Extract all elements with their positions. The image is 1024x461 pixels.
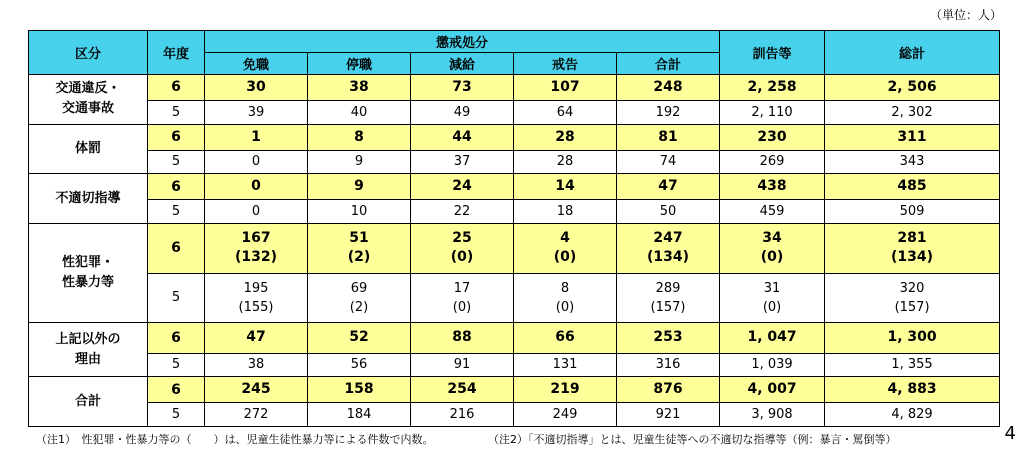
value-cell bbox=[308, 323, 411, 353]
table-row bbox=[29, 200, 1000, 224]
value-line: 2, 506 bbox=[887, 78, 937, 95]
value-line: (2) bbox=[349, 299, 369, 315]
value-cell bbox=[205, 75, 308, 101]
value-cell bbox=[308, 200, 411, 224]
value-line: 74 bbox=[659, 154, 677, 170]
year-cell: 6 bbox=[148, 174, 205, 200]
value-cell bbox=[411, 150, 514, 174]
value-line: 52 bbox=[349, 329, 369, 346]
value-line: 1 bbox=[251, 128, 261, 145]
value-line: 91 bbox=[453, 357, 471, 373]
year-cell: 6 bbox=[148, 377, 205, 403]
value-line: 14 bbox=[555, 178, 575, 195]
value-cell bbox=[308, 353, 411, 377]
value-cell bbox=[720, 377, 825, 403]
value-line: 272 bbox=[243, 407, 269, 423]
value-cell bbox=[411, 174, 514, 200]
value-cell bbox=[308, 174, 411, 200]
value-cell bbox=[617, 150, 720, 174]
value-cell bbox=[617, 124, 720, 150]
value-cell bbox=[514, 100, 617, 124]
value-line: 25 bbox=[452, 230, 472, 247]
value-line: 248 bbox=[653, 78, 683, 95]
value-line: 40 bbox=[350, 104, 368, 120]
value-cell bbox=[205, 377, 308, 403]
table-row bbox=[29, 353, 1000, 377]
value-line: 167 bbox=[241, 230, 271, 247]
category-label-line: 性犯罪・ bbox=[61, 255, 114, 271]
value-cell bbox=[205, 124, 308, 150]
value-cell bbox=[720, 124, 825, 150]
value-line: 192 bbox=[655, 104, 681, 120]
value-line: 459 bbox=[759, 204, 785, 220]
year-cell: 5 bbox=[148, 100, 205, 124]
header-kubun: 区分 bbox=[29, 31, 148, 75]
value-line: 44 bbox=[452, 128, 472, 145]
value-cell bbox=[514, 75, 617, 101]
year-cell: 6 bbox=[148, 124, 205, 150]
category-label bbox=[29, 75, 148, 125]
value-line: 311 bbox=[897, 128, 927, 145]
value-line: 50 bbox=[659, 204, 677, 220]
value-cell bbox=[514, 150, 617, 174]
value-line: 28 bbox=[556, 154, 574, 170]
value-cell bbox=[514, 223, 617, 273]
value-cell bbox=[720, 75, 825, 101]
category-label bbox=[29, 174, 148, 224]
value-cell bbox=[205, 353, 308, 377]
value-cell bbox=[720, 174, 825, 200]
value-line: (134) bbox=[891, 249, 934, 266]
header-kaikoku: 戒告 bbox=[514, 53, 617, 75]
value-line: 184 bbox=[346, 407, 372, 423]
value-line: 245 bbox=[241, 381, 271, 398]
value-line: (0) bbox=[762, 299, 782, 315]
value-cell bbox=[617, 403, 720, 427]
value-cell bbox=[205, 100, 308, 124]
year-cell: 6 bbox=[148, 223, 205, 273]
value-line: 38 bbox=[247, 357, 265, 373]
value-line: 485 bbox=[897, 178, 927, 195]
value-cell bbox=[411, 273, 514, 323]
value-cell bbox=[205, 223, 308, 273]
value-line: 47 bbox=[246, 329, 266, 346]
category-label-line: 不適切指導 bbox=[55, 190, 121, 206]
category-label-line: 合計 bbox=[74, 393, 101, 409]
category-label bbox=[29, 323, 148, 377]
value-line: 269 bbox=[759, 154, 785, 170]
value-line: 56 bbox=[350, 357, 368, 373]
value-line: 3, 908 bbox=[751, 407, 793, 423]
value-cell bbox=[617, 174, 720, 200]
value-cell bbox=[411, 403, 514, 427]
category-label-line: 交通違反・ bbox=[55, 81, 121, 97]
value-line: 10 bbox=[350, 204, 368, 220]
value-cell bbox=[617, 353, 720, 377]
table-row bbox=[29, 273, 1000, 323]
value-line: 281 bbox=[897, 230, 927, 247]
value-cell bbox=[411, 323, 514, 353]
value-cell bbox=[617, 223, 720, 273]
value-cell bbox=[617, 200, 720, 224]
table-row bbox=[29, 223, 1000, 273]
value-line: 1, 300 bbox=[887, 329, 937, 346]
value-cell bbox=[205, 150, 308, 174]
category-label bbox=[29, 223, 148, 322]
value-line: 38 bbox=[349, 78, 369, 95]
category-label-line: 性暴力等 bbox=[61, 275, 114, 291]
value-cell bbox=[825, 150, 1000, 174]
value-line: 4 bbox=[560, 230, 570, 247]
value-line: 8 bbox=[560, 280, 570, 296]
category-label bbox=[29, 124, 148, 174]
value-line: 31 bbox=[763, 280, 781, 296]
value-line: 2, 302 bbox=[891, 104, 933, 120]
table-row bbox=[29, 75, 1000, 101]
value-line: 247 bbox=[653, 230, 683, 247]
value-line: (0) bbox=[553, 249, 577, 266]
value-line: (132) bbox=[234, 249, 278, 266]
value-cell bbox=[825, 323, 1000, 353]
year-cell: 5 bbox=[148, 353, 205, 377]
value-cell bbox=[308, 150, 411, 174]
value-cell bbox=[825, 403, 1000, 427]
value-line: 2, 258 bbox=[747, 78, 797, 95]
value-line: 66 bbox=[555, 329, 575, 346]
year-cell: 5 bbox=[148, 273, 205, 323]
value-cell bbox=[617, 100, 720, 124]
value-line: 921 bbox=[655, 407, 681, 423]
value-cell bbox=[411, 75, 514, 101]
header-genkyu: 減給 bbox=[411, 53, 514, 75]
value-cell bbox=[514, 174, 617, 200]
value-cell bbox=[617, 323, 720, 353]
value-line: 107 bbox=[550, 78, 580, 95]
category-label-line: 理由 bbox=[74, 351, 101, 367]
value-line: 253 bbox=[653, 329, 683, 346]
value-cell bbox=[411, 377, 514, 403]
value-line: 47 bbox=[658, 178, 678, 195]
value-line: (0) bbox=[450, 249, 474, 266]
value-line: (157) bbox=[650, 299, 686, 315]
header-teishoku: 停職 bbox=[308, 53, 411, 75]
value-line: 17 bbox=[453, 280, 471, 296]
value-line: 9 bbox=[354, 178, 364, 195]
value-cell bbox=[720, 353, 825, 377]
value-cell bbox=[308, 100, 411, 124]
category-label-line: 上記以外の bbox=[55, 331, 121, 347]
value-line: 24 bbox=[452, 178, 472, 195]
value-line: 254 bbox=[447, 381, 477, 398]
value-line: 73 bbox=[452, 78, 472, 95]
value-cell bbox=[825, 223, 1000, 273]
value-line: 4, 007 bbox=[747, 381, 797, 398]
value-line: 1, 039 bbox=[751, 357, 793, 373]
value-line: 4, 829 bbox=[891, 407, 933, 423]
value-line: (0) bbox=[452, 299, 472, 315]
value-line: 28 bbox=[555, 128, 575, 145]
footnote-2: （注2）「不適切指導」とは、児童生徒等への不適切な指導等（例：暴言・罵倒等） bbox=[488, 433, 897, 446]
year-cell: 6 bbox=[148, 323, 205, 353]
table-row bbox=[29, 403, 1000, 427]
value-line: (134) bbox=[647, 249, 690, 266]
value-cell bbox=[825, 100, 1000, 124]
value-cell bbox=[411, 100, 514, 124]
table-row bbox=[29, 323, 1000, 353]
value-cell bbox=[308, 403, 411, 427]
value-line: (2) bbox=[347, 249, 371, 266]
category-label-line: 交通事故 bbox=[61, 101, 114, 117]
value-cell bbox=[720, 223, 825, 273]
value-line: (0) bbox=[760, 249, 784, 266]
value-line: 320 bbox=[899, 280, 925, 296]
table-row bbox=[29, 174, 1000, 200]
value-cell bbox=[825, 124, 1000, 150]
value-line: 0 bbox=[251, 178, 261, 195]
value-cell bbox=[720, 150, 825, 174]
unit-label: （単位：人） bbox=[929, 8, 1002, 22]
value-cell bbox=[825, 174, 1000, 200]
category-label-line: 体罰 bbox=[74, 140, 101, 156]
value-cell bbox=[308, 377, 411, 403]
value-line: 9 bbox=[354, 154, 364, 170]
header-kunkoku: 訓告等 bbox=[720, 31, 825, 75]
value-cell bbox=[825, 200, 1000, 224]
table-row bbox=[29, 100, 1000, 124]
value-cell bbox=[514, 377, 617, 403]
value-line: 39 bbox=[247, 104, 265, 120]
value-cell bbox=[514, 323, 617, 353]
year-cell: 6 bbox=[148, 75, 205, 101]
value-cell bbox=[514, 273, 617, 323]
value-cell bbox=[205, 174, 308, 200]
footnote-1: （注1） 性犯罪・性暴力等の（ ）は、児童生徒性暴力等による件数で内数。 bbox=[36, 433, 434, 446]
header-nendo: 年度 bbox=[148, 31, 205, 75]
value-line: 64 bbox=[556, 104, 574, 120]
year-cell: 5 bbox=[148, 200, 205, 224]
value-line: 509 bbox=[899, 204, 925, 220]
value-line: 37 bbox=[453, 154, 471, 170]
value-cell bbox=[720, 200, 825, 224]
header-choukai: 懲戒処分 bbox=[205, 31, 720, 53]
value-line: (0) bbox=[555, 299, 575, 315]
value-cell bbox=[617, 75, 720, 101]
value-cell bbox=[411, 200, 514, 224]
value-cell bbox=[411, 124, 514, 150]
value-line: 1, 355 bbox=[891, 357, 933, 373]
value-cell bbox=[720, 403, 825, 427]
year-cell: 5 bbox=[148, 403, 205, 427]
value-cell bbox=[720, 273, 825, 323]
value-cell bbox=[514, 403, 617, 427]
value-cell bbox=[411, 223, 514, 273]
value-cell bbox=[514, 353, 617, 377]
value-line: 343 bbox=[899, 154, 925, 170]
value-line: 438 bbox=[757, 178, 787, 195]
table-row bbox=[29, 124, 1000, 150]
value-line: 876 bbox=[653, 381, 683, 398]
value-cell bbox=[308, 223, 411, 273]
value-cell bbox=[720, 100, 825, 124]
value-line: 18 bbox=[556, 204, 574, 220]
value-line: 8 bbox=[354, 128, 364, 145]
discipline-table bbox=[28, 30, 1000, 427]
value-line: 4, 883 bbox=[887, 381, 937, 398]
table-row bbox=[29, 150, 1000, 174]
value-line: 81 bbox=[658, 128, 678, 145]
value-cell bbox=[514, 200, 617, 224]
value-line: (155) bbox=[238, 299, 274, 315]
value-line: 69 bbox=[350, 280, 368, 296]
year-cell: 5 bbox=[148, 150, 205, 174]
value-line: 289 bbox=[655, 280, 681, 296]
value-cell bbox=[514, 124, 617, 150]
value-cell bbox=[308, 75, 411, 101]
value-cell bbox=[205, 323, 308, 353]
value-cell bbox=[205, 403, 308, 427]
value-line: 0 bbox=[251, 204, 261, 220]
value-cell bbox=[308, 124, 411, 150]
value-line: 22 bbox=[453, 204, 471, 220]
value-line: 49 bbox=[453, 104, 471, 120]
page-number: 4 bbox=[1004, 423, 1016, 444]
value-cell bbox=[308, 273, 411, 323]
value-cell bbox=[825, 377, 1000, 403]
value-line: 2, 110 bbox=[751, 104, 793, 120]
value-line: 316 bbox=[655, 357, 681, 373]
value-line: 88 bbox=[452, 329, 472, 346]
header-menshoku: 免職 bbox=[205, 53, 308, 75]
value-line: 1, 047 bbox=[747, 329, 797, 346]
value-cell bbox=[617, 273, 720, 323]
value-cell bbox=[205, 273, 308, 323]
value-cell bbox=[617, 377, 720, 403]
value-line: 158 bbox=[344, 381, 374, 398]
value-line: 30 bbox=[246, 78, 266, 95]
header-goukei: 合計 bbox=[617, 53, 720, 75]
value-line: 0 bbox=[251, 154, 261, 170]
value-cell bbox=[411, 353, 514, 377]
value-line: 219 bbox=[550, 381, 580, 398]
table-row bbox=[29, 377, 1000, 403]
value-line: 249 bbox=[552, 407, 578, 423]
value-line: 51 bbox=[349, 230, 369, 247]
header-soukei: 総計 bbox=[825, 31, 1000, 75]
value-cell bbox=[825, 75, 1000, 101]
value-cell bbox=[825, 353, 1000, 377]
value-line: 230 bbox=[757, 128, 787, 145]
value-line: 131 bbox=[552, 357, 578, 373]
value-line: 195 bbox=[243, 280, 269, 296]
value-line: (157) bbox=[894, 299, 930, 315]
value-cell bbox=[720, 323, 825, 353]
category-label bbox=[29, 377, 148, 427]
value-line: 34 bbox=[762, 230, 782, 247]
value-cell bbox=[205, 200, 308, 224]
value-line: 216 bbox=[449, 407, 475, 423]
value-cell bbox=[825, 273, 1000, 323]
